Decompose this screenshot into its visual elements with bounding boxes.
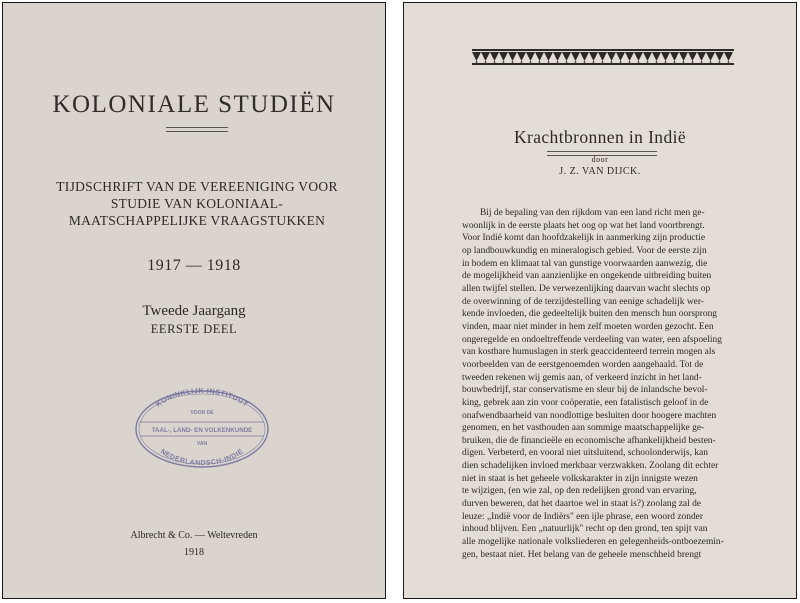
article-body: [462, 207, 746, 561]
decorative-header-band: [472, 49, 734, 65]
publisher: Albrecht & Co. — Weltevreden: [130, 530, 258, 541]
article-line: bouwbedrijf, star conservatisme en sleur bij de inlandsche bevol-: [462, 385, 708, 396]
publication-year: 1918: [184, 547, 204, 558]
subtitle-line: MAATSCHAPPELIJKE VRAAGSTUKKEN: [68, 213, 326, 228]
volume-years: 1917 — 1918: [147, 257, 241, 274]
article-line: in bodem en klimaat tal van gunstige voorwaarden aanwezig, die: [462, 258, 708, 269]
article-line: van kostbare humuslagen in sterk geaccidenteerd terrein mogen als: [462, 347, 716, 358]
article-line: gen, bestaat niet. Het belang van de geheele menschheid brengt: [462, 549, 702, 560]
volume-label: Tweede Jaargang: [142, 303, 246, 319]
library-stamp: [133, 388, 271, 470]
article-page: [403, 2, 797, 599]
part-label: EERSTE DEEL: [150, 322, 238, 336]
subtitle-line: TIJDSCHRIFT VAN DE VEREENIGING VOOR: [56, 179, 338, 194]
article-line: alle mogelijke nationale volksliederen en gelegenheids-ontboezemin-: [462, 537, 724, 548]
article-line: king, gebrek aan zin voor coöperatie, een fatalistisch geloof in de: [462, 397, 709, 408]
stamp-text-mid: VOOR DE: [190, 410, 214, 416]
article-line: te wijzigen, (en wie zal, op den redelijken grond van ervaring,: [462, 486, 697, 497]
article-line: voorbeelden van de eerstgenoemden worden aangehaald. Tot de: [462, 359, 704, 370]
journal-subtitle: [33, 178, 361, 229]
stamp-text-top: KONINKLIJK INSTITUUT: [153, 388, 251, 409]
cover-page: [2, 2, 386, 599]
article-line: Voor Indië komt dan hoofdzakelijk in aanmerking zijn productie: [462, 233, 706, 244]
article-line: digen. Verbeterd, en vooral niet uitsluitend, schoolonderwijs, kan: [462, 448, 708, 459]
article-line: Bij de bepaling van den rijkdom van een land richt men ge-: [480, 208, 705, 218]
article-line: leuze: „Indië voor de Indiërs" een ijle phrase, een woord zonder: [462, 511, 703, 522]
article-line: niet in staat is het geheele volkskarakter in zijn innigste wezen: [462, 473, 698, 484]
article-line: kende invloeden, die gedeeltelijk buiten den mensch hun oorsprong: [462, 309, 718, 320]
article-line: ongeregelde en ondoeltreffende verdeeling van water, een afspoeling: [462, 334, 722, 345]
article-line: onafwendbaarheid van noodlottige besluiten door hoogere machten: [462, 410, 717, 421]
stamp-text-bottom: NEDERLANDSCH-INDIË: [158, 448, 246, 468]
author-name: J. Z. VAN DIJCK.: [559, 166, 641, 177]
title-divider: [166, 127, 228, 132]
author-prefix: door: [591, 155, 609, 164]
svg-text:NEDERLANDSCH-INDIË: [159, 447, 245, 467]
article-line: de overwinning of de terzijdestelling van eenige schadelijk wer-: [462, 296, 704, 307]
stamp-text-van: VAN: [196, 441, 208, 447]
article-line: allen twijfel stellen. De verwezenlijking daarvan wacht slechts op: [462, 283, 711, 294]
subtitle-line: STUDIE VAN KOLONIAAL-: [110, 196, 284, 211]
article-line: inhoud blijven. Een „natuurlijk" recht op den grond, ten spijt van: [462, 524, 708, 535]
journal-title: KOLONIALE STUDIËN: [52, 91, 336, 118]
article-line: vinden, maar niet minder in hem zelf moeten worden gezocht. Een: [462, 321, 714, 332]
article-line: tweeden rekenen wij gemis aan, of verkeerd inzicht in het land-: [462, 372, 702, 383]
article-line: durven beweren, dat het daartoe wel in staat is?) zoolang zal de: [462, 499, 701, 510]
article-line: woonlijk in de eerste plaats het oog op wat het land voortbrengt.: [462, 220, 705, 231]
article-line: de mogelijkheid van aanzienlijke en ongekende uitbreiding buiten: [462, 271, 712, 282]
article-line: op landbouwkundig en mineralogisch gebied. Voor de eerste zijn: [462, 245, 707, 256]
svg-text:KONINKLIJK INSTITUUT: [154, 388, 250, 409]
article-title: Krachtbronnen in Indië: [513, 127, 687, 147]
article-line: dien schadelijken invloed merkbaar verzwakken. Zoolang dit echter: [462, 461, 719, 472]
stamp-text-band: TAAL-, LAND- EN VOLKENKUNDE: [151, 427, 253, 434]
article-line: bruiken, die de financieële en economische afhankelijkheid besten-: [462, 435, 716, 446]
article-line: genomen, en het vasthouden aan sommige maatschappelijke ge-: [462, 423, 705, 434]
